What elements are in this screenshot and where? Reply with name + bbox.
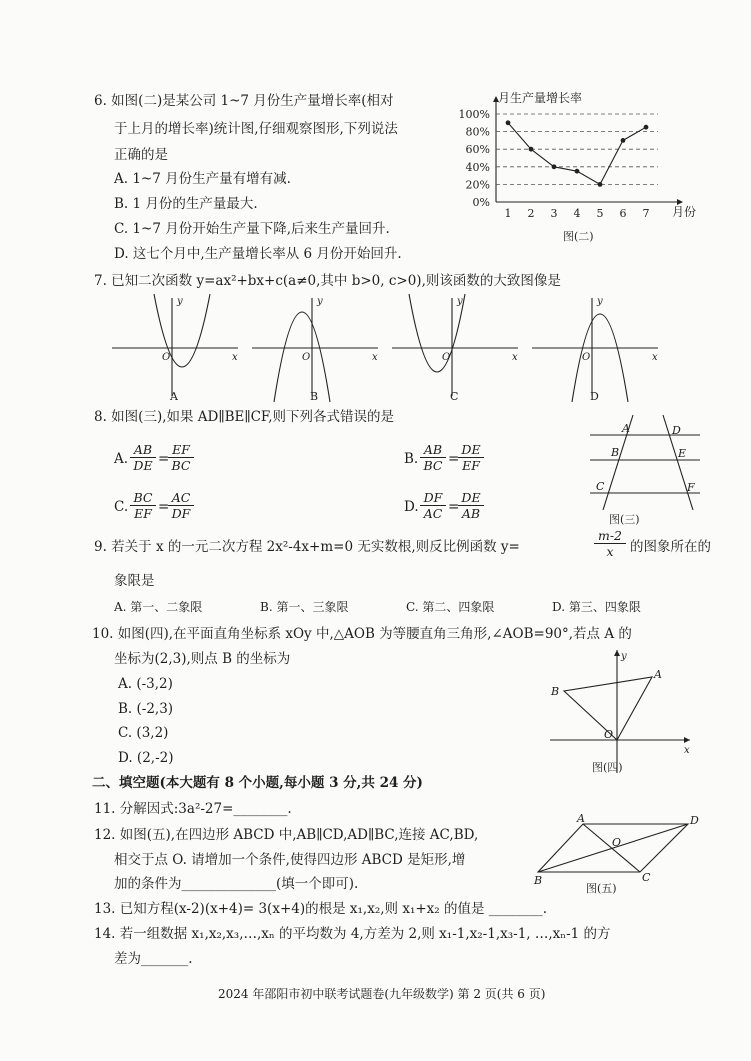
fig5-label-a: A [577,812,585,825]
fig4-axis-x: x [684,745,690,756]
chart-data-point [529,147,534,152]
q8-frac-den: BC [423,458,443,473]
q9-text-2: 的图象所在的 [630,539,711,555]
q8-frac-den: DE [133,458,153,473]
q10-option-d: D. (2,-2) [118,750,174,766]
q8-frac-den: AB [461,506,481,521]
fig5-label-c: C [642,871,651,884]
q7-text: 7. 已知二次函数 y=ax²+bx+c(a≠0,其中 b>0, c>0),则该函数的大致图像是 [94,273,561,289]
q10-option-a: A. (-3,2) [118,676,173,692]
q7-y-label: y [457,296,463,307]
chart-xtick-label: 7 [642,207,650,220]
q9-frac-num: m-2 [594,528,626,544]
figure-3-parallel-lines [585,410,710,525]
q7-origin-label: O [162,352,171,363]
q8-fraction [130,490,156,521]
figure-4-coordinate-triangle [540,645,700,775]
fig3-label-c: C [596,480,605,493]
q7-option-label: D [590,390,599,403]
q9-option-b: B. 第一、三象限 [260,600,349,614]
q6-option-b: B. 1 月份的生产量最大. [114,196,258,212]
q7-x-label: x [512,352,518,363]
chart-ytick-label: 80% [465,125,490,139]
q12-line3: 加的条件为______________(填一个即可). [114,876,359,892]
fig3-caption: 图(三) [609,513,640,526]
q8-option-letter: B. [404,451,419,467]
q6-line2: 于上月的增长率)统计图,仔细观察图形,下列说法 [114,121,398,137]
q7-y-label: y [597,296,603,307]
q7-y-label: y [317,296,323,307]
q12-line1: 12. 如图(五),在四边形 ABCD 中,AB∥CD,AD∥BC,连接 AC,BD, [94,827,479,843]
q8-frac-den: DF [171,506,191,521]
q6-option-d: D. 这七个月中,生产量增长率从 6 月份开始回升. [114,246,402,262]
q6-option-a: A. 1~7 月份生产量有增有减. [114,171,291,187]
q8-equals-sign: = [448,451,460,467]
q10-option-c: C. (3,2) [118,725,169,741]
chart-ytick-label: 100% [458,108,490,121]
q8-fraction [130,442,156,473]
q8-text: 8. 如图(三),如果 AD∥BE∥CF,则下列各式错误的是 [94,409,394,425]
chart-xtick-label: 3 [550,207,558,220]
chart-ytick-label: 20% [465,178,490,192]
q7-x-label: x [652,352,658,363]
q8-option-letter: D. [404,499,419,515]
q14-line2: 差为_______. [114,951,193,967]
fig4-label-b: B [551,685,560,698]
q12-line2: 相交于点 O. 请增加一个条件,使得四边形 ABCD 是矩形,增 [114,852,466,868]
chart-caption: 图(二) [563,230,594,243]
fig4-label-a: A [654,668,662,681]
chart-ytick-label: 40% [465,160,490,174]
chart-series-line [508,123,646,185]
q8-frac-den: EF [134,506,152,521]
figure-5-quadrilateral [528,812,708,898]
q7-x-label: x [372,352,378,363]
q9-fraction [594,528,626,559]
q7-y-label: y [177,296,183,307]
fig4-label-o: O [604,728,614,741]
q14-line1: 14. 若一组数据 x₁,x₂,x₃,…,xₙ 的平均数为 4,方差为 2,则 x₁-1,x₂-1,x₃-1, …,xₙ-1 的方 [94,926,611,942]
q8-fraction [458,490,484,521]
page-footer: 2024 年邵阳市初中联考试题卷(九年级数学) 第 2 页(共 6 页) [218,987,546,1001]
q6-line3: 正确的是 [114,147,168,163]
chart-title: 月生产量增长率 [498,91,583,105]
chart-data-point [644,125,649,130]
q8-fraction [168,442,194,473]
q8-equals-sign: = [448,499,460,515]
q8-frac-den: AC [423,506,443,521]
chart-xtick-label: 6 [619,207,627,220]
chart-data-point [621,138,626,143]
q10-option-b: B. (-2,3) [118,701,174,717]
q8-frac-num: DE [458,490,484,506]
q9-option-d: D. 第三、四象限 [552,600,641,614]
q7-option-label: C [450,390,459,403]
q7-origin-label: O [582,352,591,363]
chart-xtick-label: 5 [596,207,604,220]
q8-frac-num: AC [168,490,194,506]
q7-option-label: A [170,390,178,403]
fig5-label-d: D [690,814,699,827]
q8-frac-num: AB [130,442,156,458]
chart-data-point [552,164,557,169]
q8-frac-den: EF [462,458,480,473]
q9-option-c: C. 第二、四象限 [406,600,495,614]
chart-ytick-label: 60% [465,143,490,157]
q9-text-3: 象限是 [114,573,155,589]
fig3-label-a: A [622,422,630,435]
q7-parabola [572,314,628,402]
chart-xtick-label: 1 [504,207,512,220]
fig4-axis-y: y [621,651,627,662]
chart-ytick-label: 0% [472,196,490,209]
fig5-label-o: O [612,836,622,849]
q13-text: 13. 已知方程(x-2)(x+4)= 3(x+4)的根是 x₁,x₂,则 x₁+x₂ 的值是 ________. [94,901,548,917]
fig5-label-b: B [534,874,543,887]
q8-fraction [168,490,194,521]
q7-graph-c [392,294,518,403]
q10-line1: 10. 如图(四),在平面直角坐标系 xOy 中,△AOB 为等腰直角三角形,∠AOB=90°,若点 A 的 [92,626,632,642]
q7-graphs [110,292,670,404]
growth-rate-chart [440,88,740,248]
q7-origin-label: O [302,352,311,363]
chart-xlabel: 月份 [672,205,697,219]
q9-text-1: 9. 若关于 x 的一元二次方程 2x²-4x+m=0 无实数根,则反比例函数 y= [94,539,520,555]
fig3-label-b: B [611,446,620,459]
chart-xtick-label: 2 [527,207,535,220]
q7-x-label: x [232,352,238,363]
q7-graph-b [252,296,378,403]
q7-option-label: B [310,390,319,403]
fig5-caption: 图(五) [586,882,617,895]
fig3-label-d: D [672,424,681,437]
q8-option-letter: A. [114,451,129,467]
q8-equals-sign: = [158,499,170,515]
q8-frac-num: BC [130,490,156,506]
fig3-label-f: F [687,481,695,494]
fig4-caption: 图(四) [592,761,623,774]
q8-frac-num: EF [168,442,194,458]
q8-equals-sign: = [158,451,170,467]
q8-fraction [420,490,446,521]
chart-xtick-label: 4 [573,207,581,220]
q8-frac-den: BC [171,458,191,473]
q8-frac-num: DF [420,490,446,506]
q7-graph-d [532,296,658,403]
q7-graph-a [112,294,238,403]
q10-line2: 坐标为(2,3),则点 B 的坐标为 [114,651,291,667]
section-2-heading: 二、填空题(本大题有 8 个小题,每小题 3 分,共 24 分) [92,775,423,791]
chart-data-point [506,120,511,125]
q8-frac-num: DE [458,442,484,458]
chart-data-point [598,182,603,187]
q6-option-c: C. 1~7 月份开始生产量下降,后来生产量回升. [114,221,390,237]
q11-text: 11. 分解因式:3a²-27=________. [94,801,292,817]
q9-option-a: A. 第一、二象限 [114,600,203,614]
q8-option-letter: C. [114,499,129,515]
q8-fraction [420,442,446,473]
q9-frac-den: x [606,544,614,559]
fig3-label-e: E [678,447,687,460]
chart-data-point [575,169,580,174]
q8-fraction [458,442,484,473]
q6-line1: 6. 如图(二)是某公司 1~7 月份生产量增长率(相对 [94,93,394,109]
q7-origin-label: O [442,352,451,363]
q8-frac-num: AB [420,442,446,458]
